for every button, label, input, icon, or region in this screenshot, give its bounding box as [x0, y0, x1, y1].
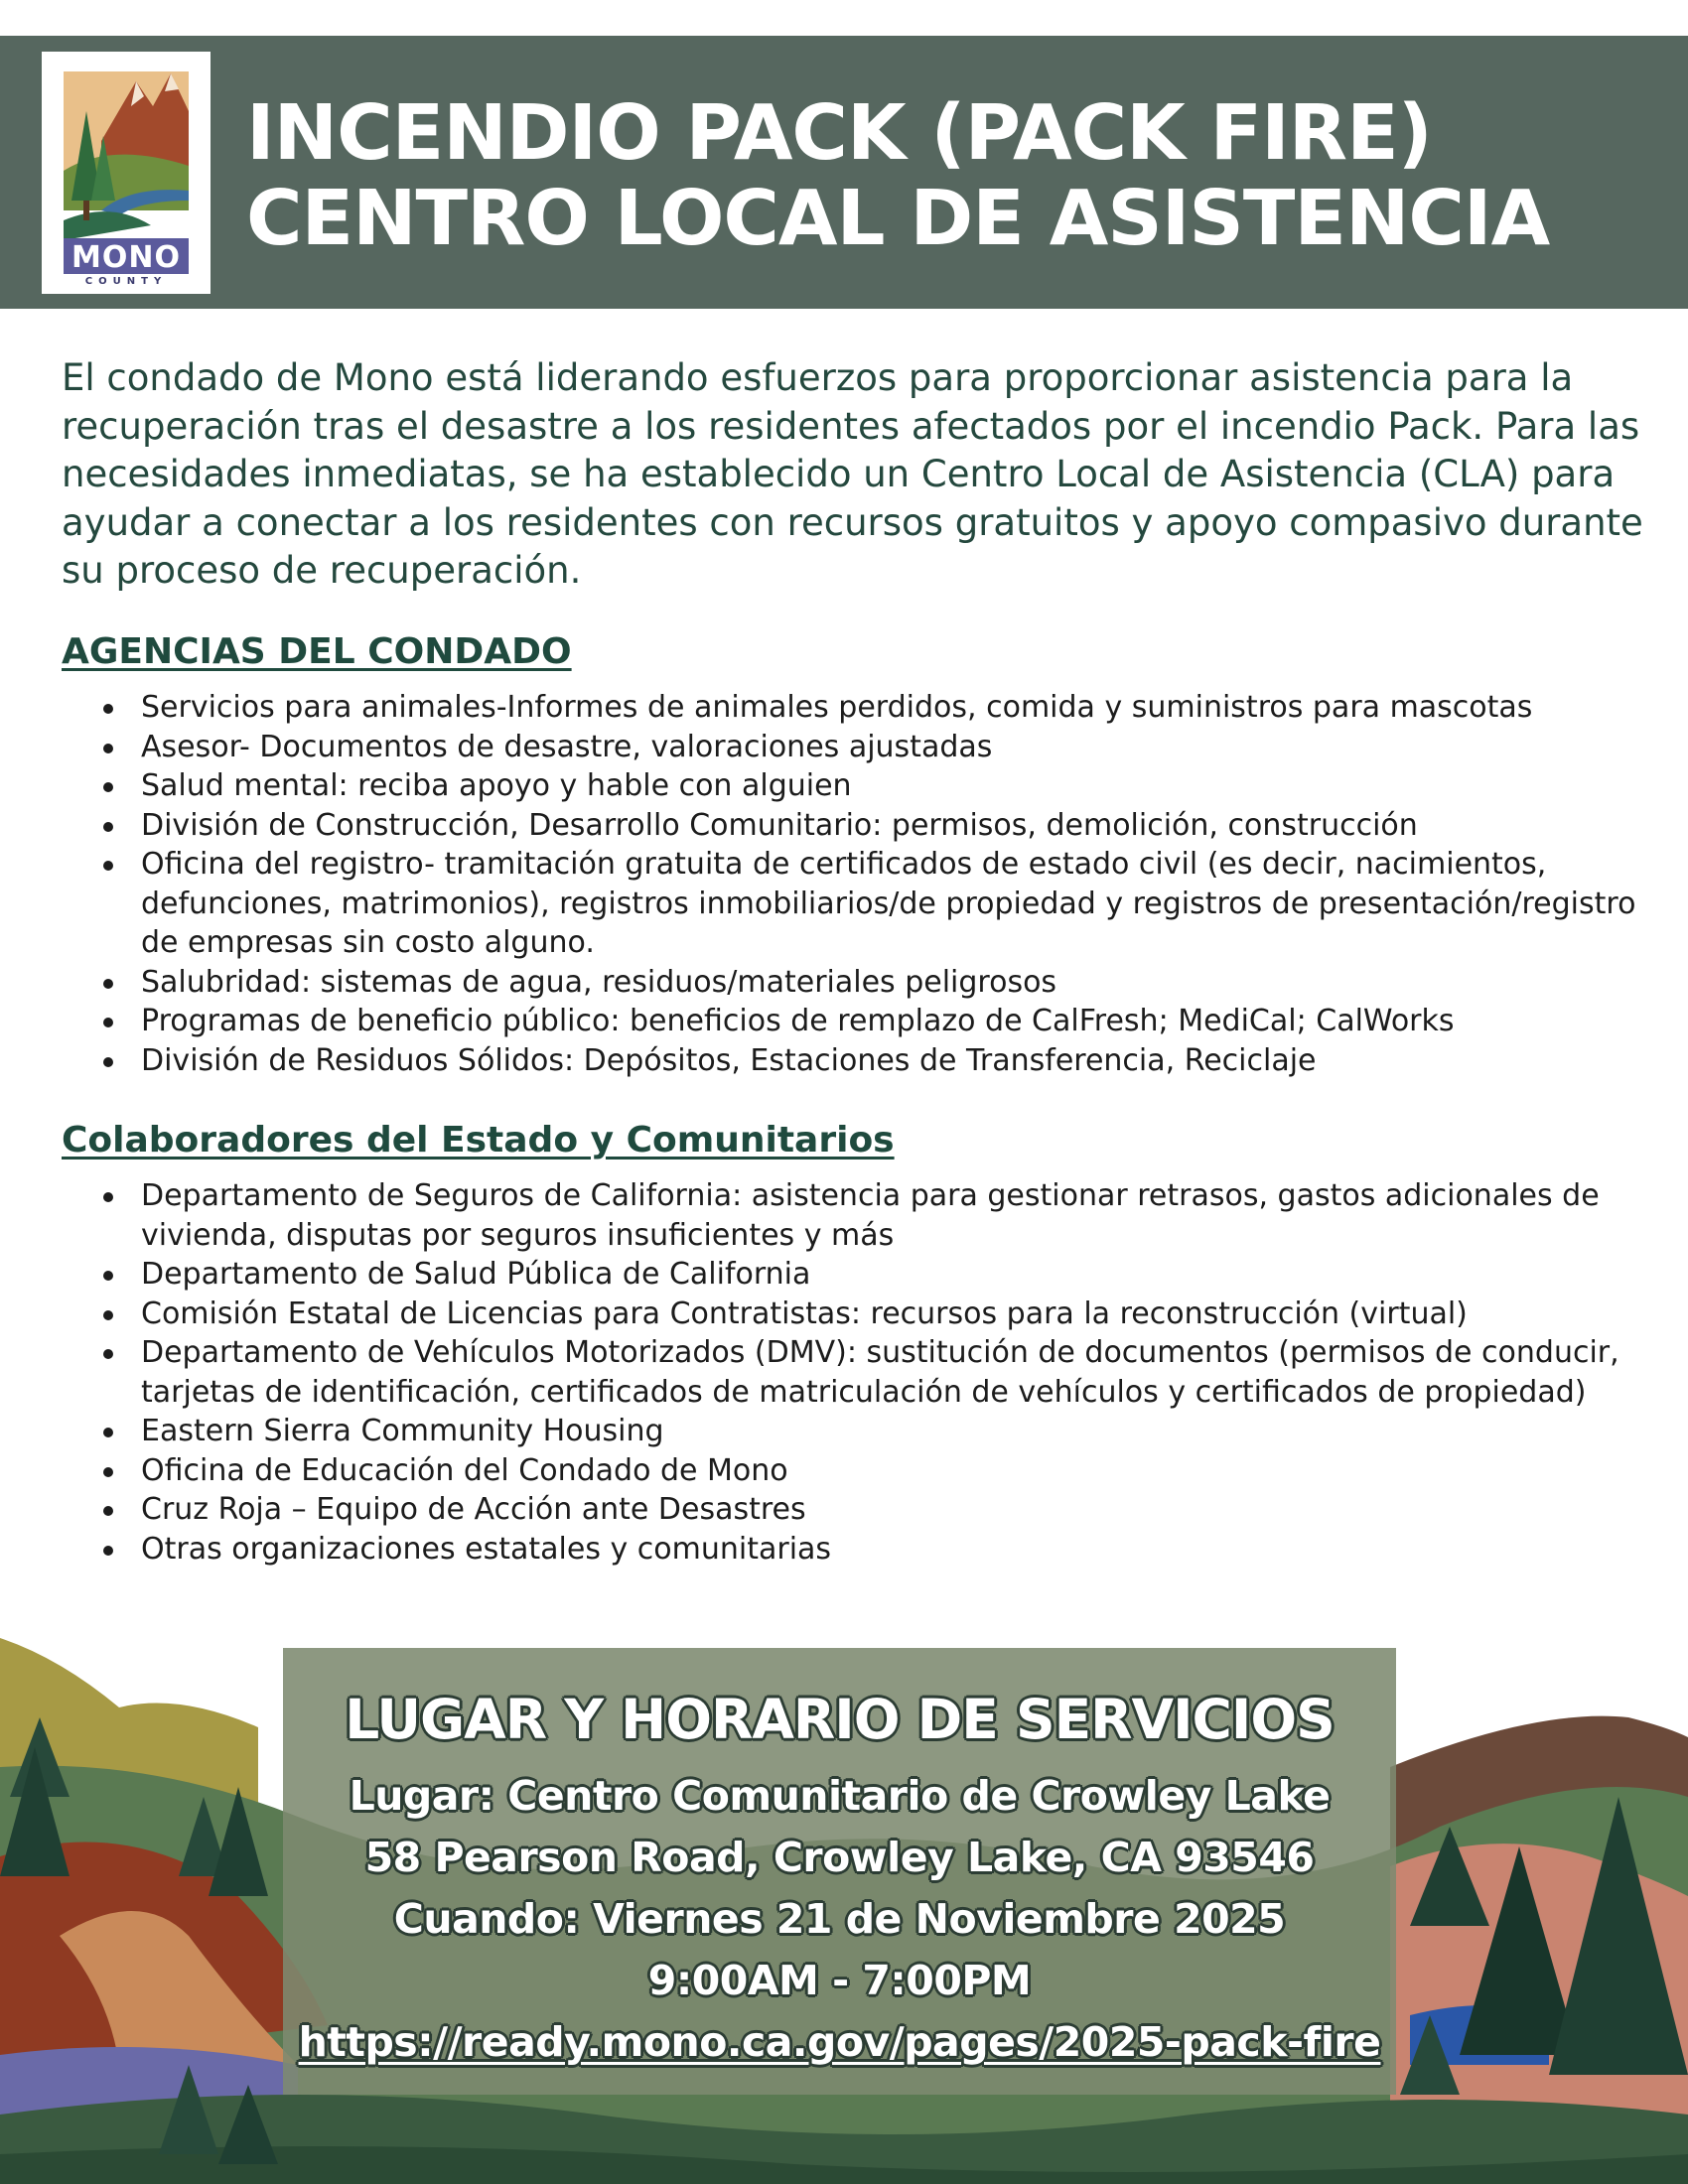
services-location: Lugar: Centro Comunitario de Crowley Lake — [349, 1772, 1331, 1820]
list-item: Comisión Estatal de Licencias para Contratistas: recursos para la reconstrucción (virtual) — [99, 1295, 1648, 1334]
logo-name: MONO — [71, 240, 181, 275]
services-info-box — [283, 1648, 1396, 2095]
title-line-2: CENTRO LOCAL DE ASISTENCIA — [246, 175, 1550, 263]
list-item: Salud mental: reciba apoyo y hable con alguien — [99, 766, 1648, 806]
services-date: Cuando: Viernes 21 de Noviembre 2025 — [393, 1895, 1286, 1943]
list-item: Programas de beneficio público: beneficios de remplazo de CalFresh; MediCal; CalWorks — [99, 1002, 1648, 1041]
list-item: Salubridad: sistemas de agua, residuos/materiales peligrosos — [99, 963, 1648, 1003]
list-item: División de Residuos Sólidos: Depósitos, Estaciones de Transferencia, Reciclaje — [99, 1041, 1648, 1081]
list-item: Departamento de Seguros de California: asistencia para gestionar retrasos, gastos adicionales de vivienda, disputas por seguros insuficientes y más — [99, 1176, 1648, 1255]
services-hours: 9:00AM - 7:00PM — [647, 1957, 1032, 2004]
services-address: 58 Pearson Road, Crowley Lake, CA 93546 — [364, 1834, 1315, 1881]
list-item: Departamento de Salud Pública de California — [99, 1255, 1648, 1295]
page-title — [246, 91, 1656, 262]
partners-list — [99, 1176, 1648, 1569]
partners-heading: Colaboradores del Estado y Comunitarios — [62, 1120, 895, 1160]
title-line-1: INCENDIO PACK (PACK FIRE) — [246, 89, 1432, 178]
list-item: Eastern Sierra Community Housing — [99, 1412, 1648, 1451]
list-item: Oficina de Educación del Condado de Mono — [99, 1451, 1648, 1491]
logo-subtitle: COUNTY — [84, 276, 168, 287]
services-title: LUGAR Y HORARIO DE SERVICIOS — [345, 1688, 1335, 1751]
county-agencies-heading: AGENCIAS DEL CONDADO — [62, 631, 572, 672]
list-item: Asesor- Documentos de desastre, valoraciones ajustadas — [99, 728, 1648, 767]
pack-fire-link[interactable]: https://ready.mono.ca.gov/pages/2025-pack-fire — [298, 2018, 1381, 2066]
list-item: Oficina del registro- tramitación gratuita de certificados de estado civil (es decir, nacimientos, defunciones, matrimonios), registros inmobiliarios/de propiedad y registros de presentación/registro de empresas sin costo alguno. — [99, 845, 1648, 963]
list-item: Departamento de Vehículos Motorizados (DMV): sustitución de documentos (permisos de conducir, tarjetas de identificación, certificados de matriculación de vehículos y certificados de propiedad) — [99, 1333, 1648, 1412]
county-agencies-list — [99, 688, 1648, 1080]
mono-county-logo — [42, 52, 211, 294]
intro-paragraph: El condado de Mono está liderando esfuerzos para proporcionar asistencia para la recuperación tras el desastre a los residentes afectados por el incendio Pack. Para las necesidades inmediatas, se ha establecido un Centro Local de Asistencia (CLA) para ayudar a conectar a los residentes con recursos gratuitos y apoyo compasivo durante su proceso de recuperación. — [62, 356, 1643, 592]
list-item: División de Construcción, Desarrollo Comunitario: permisos, demolición, construcción — [99, 806, 1648, 846]
list-item: Servicios para animales-Informes de animales perdidos, comida y suministros para mascotas — [99, 688, 1648, 728]
list-item: Otras organizaciones estatales y comunitarias — [99, 1530, 1648, 1570]
list-item: Cruz Roja – Equipo de Acción ante Desastres — [99, 1490, 1648, 1530]
